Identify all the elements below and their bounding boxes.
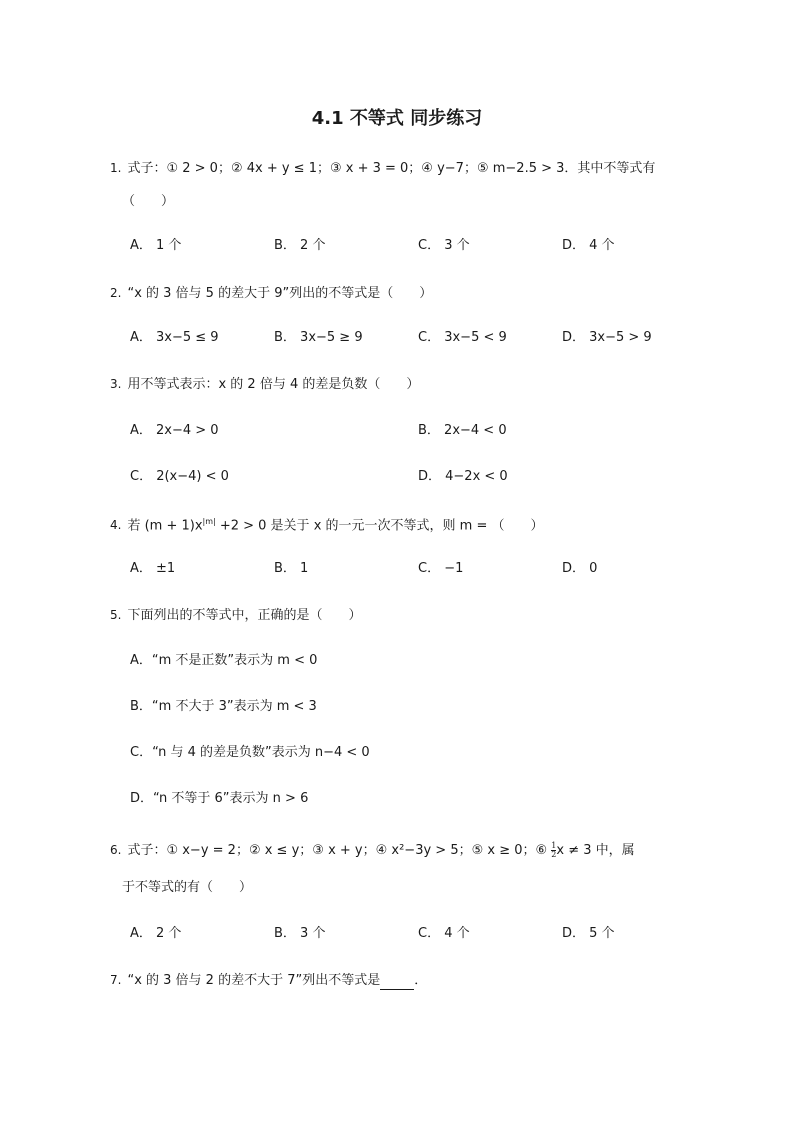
question-6 — [110, 841, 710, 895]
option-a[interactable]: A． 2x−4 > 0 — [130, 423, 219, 438]
question-5 — [110, 606, 710, 625]
options-row-q4 — [130, 560, 730, 578]
option-b[interactable]: B． 3x−5 ≥ 9 — [274, 330, 363, 345]
question-number: 2. — [110, 286, 122, 300]
option-a[interactable]: A． 1 个 — [130, 238, 182, 253]
question-number: 5. — [110, 608, 122, 622]
options-row-q3-2 — [130, 468, 730, 486]
question-number: 7. — [110, 973, 122, 987]
option-b[interactable]: B．“m 不大于 3”表示为 m < 3 — [130, 699, 317, 714]
question-1 — [110, 159, 710, 209]
question-stem-continued: 于不等式的有（ ） — [122, 880, 253, 895]
option-d[interactable]: D． 3x−5 > 9 — [562, 330, 652, 345]
option-d[interactable]: D．“n 不等于 6”表示为 n > 6 — [130, 791, 309, 806]
option-a[interactable]: A． ±1 — [130, 561, 176, 576]
option-c[interactable]: C． 2(x−4) < 0 — [130, 469, 229, 484]
question-4 — [110, 513, 710, 535]
option-b[interactable]: B． 3 个 — [274, 926, 326, 941]
option-a[interactable]: A．“m 不是正数”表示为 m < 0 — [130, 653, 318, 668]
question-7 — [110, 971, 710, 990]
option-a[interactable]: A． 3x−5 ≤ 9 — [130, 330, 219, 345]
option-d[interactable]: D． 4 个 — [562, 238, 615, 253]
question-end: ． — [414, 973, 428, 988]
option-b[interactable]: B． 2x−4 < 0 — [418, 423, 507, 438]
question-2 — [110, 284, 710, 303]
question-stem: “x 的 3 倍与 5 的差大于 9”列出的不等式是（ ） — [127, 286, 433, 301]
option-c[interactable]: C．“n 与 4 的差是负数”表示为 n−4 < 0 — [130, 745, 370, 760]
question-3 — [110, 375, 710, 394]
option-c[interactable]: C． 3 个 — [418, 238, 470, 253]
question-stem: 下面列出的不等式中，正确的是（ ） — [127, 608, 362, 623]
options-row-q3-1 — [130, 422, 730, 440]
answer-brackets: （ ） — [122, 194, 175, 209]
answer-blank[interactable] — [380, 975, 414, 990]
option-d[interactable]: D． 5 个 — [562, 926, 615, 941]
question-number: 3. — [110, 377, 122, 391]
options-row-q2 — [130, 329, 730, 347]
option-b[interactable]: B． 1 — [274, 561, 309, 576]
option-b[interactable]: B． 2 个 — [274, 238, 326, 253]
option-c[interactable]: C． 4 个 — [418, 926, 470, 941]
question-stem-b: +2 > 0 是关于 x 的一元一次不等式，则 m = （ ） — [215, 518, 544, 534]
question-stem-a: 式子：① x−y = 2；② x ≤ y；③ x + y；④ x²−3y > 5；⑤ x ≥ 0；⑥ — [127, 843, 552, 858]
question-number: 6. — [110, 843, 122, 857]
question-number: 4. — [110, 518, 122, 533]
option-c[interactable]: C． 3x−5 < 9 — [418, 330, 507, 345]
option-d[interactable]: D． 4−2x < 0 — [418, 469, 508, 484]
options-row-q6 — [130, 925, 730, 943]
option-c[interactable]: C． −1 — [418, 561, 464, 576]
question-stem: “x 的 3 倍与 2 的差不大于 7”列出不等式是 — [127, 973, 381, 988]
option-a[interactable]: A． 2 个 — [130, 926, 182, 941]
question-stem: 用不等式表示：x 的 2 倍与 4 的差是负数（ ） — [127, 377, 420, 392]
question-stem: 式子：① 2 > 0；② 4x + y ≤ 1；③ x + 3 = 0；④ y−7；⑤ m−2.5 > 3．其中不等式有 — [127, 161, 656, 176]
fraction-denominator: 2 — [551, 850, 557, 859]
options-row-q1 — [130, 237, 730, 255]
question-stem-b: x ≠ 3 中，属 — [556, 843, 635, 858]
fraction-numerator: 1 — [551, 841, 557, 850]
option-d[interactable]: D． 0 — [562, 561, 598, 576]
exponent: |m| — [202, 517, 216, 526]
question-stem-a: 若 (m + 1)x — [127, 518, 203, 534]
page-title: 4.1 不等式 同步练习 — [311, 108, 483, 129]
question-number: 1. — [110, 161, 122, 175]
